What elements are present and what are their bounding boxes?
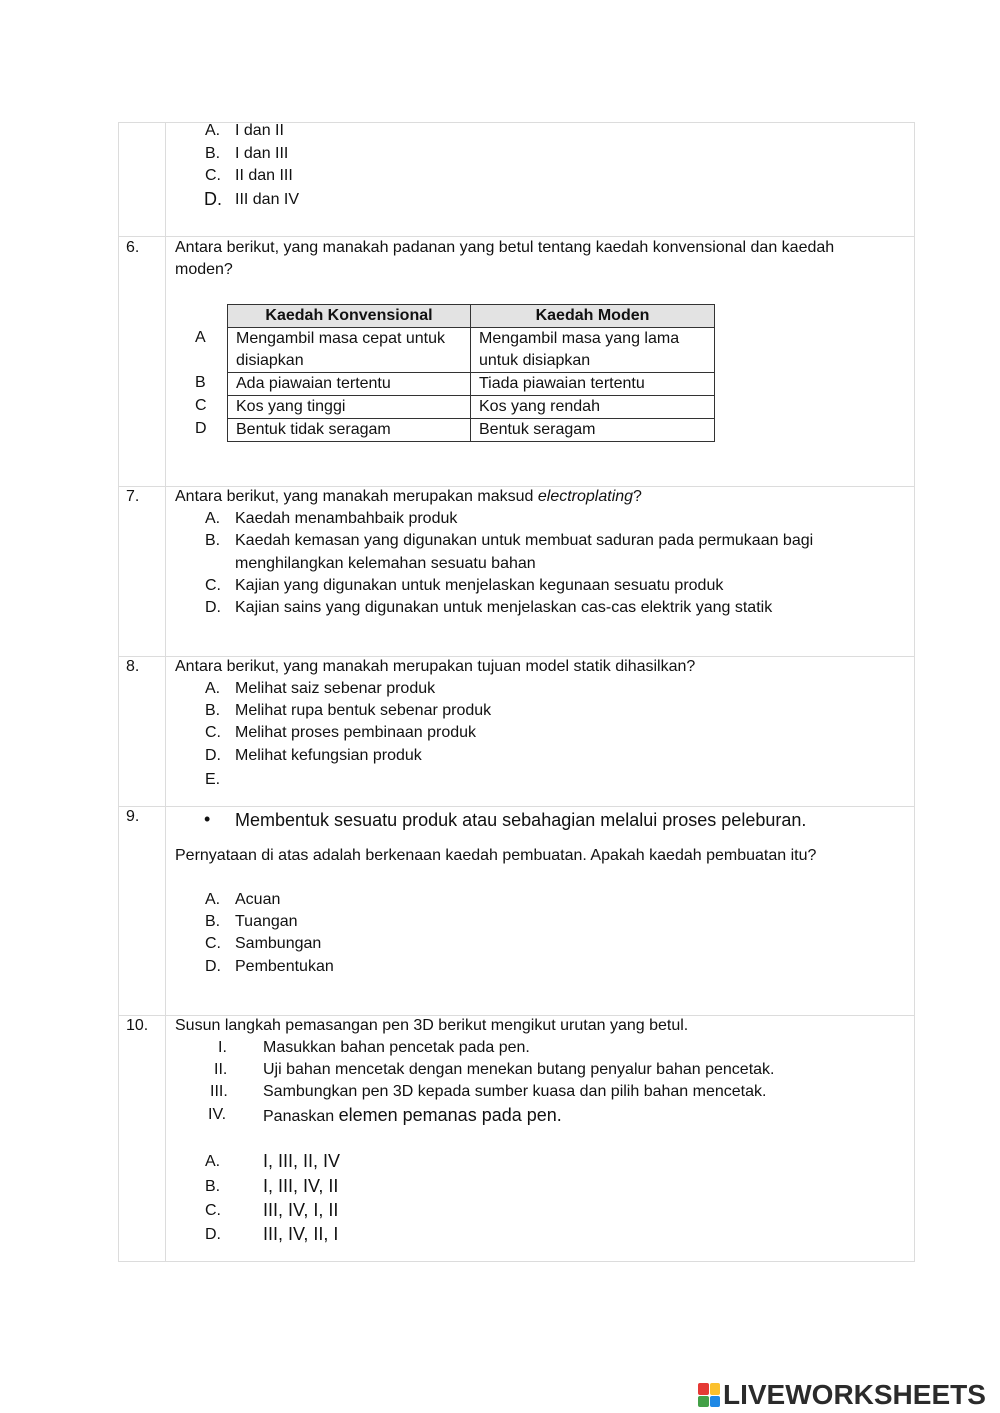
logo-square xyxy=(698,1396,709,1408)
option-letter: E. xyxy=(205,771,221,788)
text-part: Panaskan xyxy=(263,1108,339,1125)
question-text: Antara berikut, yang manakah merupakan tujuan model statik dihasilkan? xyxy=(175,658,696,675)
bullet-icon: • xyxy=(204,809,211,829)
question-text xyxy=(175,486,642,508)
row-letter: B xyxy=(195,374,206,391)
logo-square xyxy=(698,1383,709,1395)
question-number: 8. xyxy=(126,658,140,675)
option-text: Melihat rupa bentuk sebenar produk xyxy=(235,702,492,719)
step-text xyxy=(263,1104,562,1128)
option-text: I dan III xyxy=(235,145,289,162)
option-text: Tuangan xyxy=(235,913,298,930)
logo-mark-icon xyxy=(698,1383,720,1407)
table-cell: Ada piawaian tertentu xyxy=(228,373,471,396)
liveworksheets-logo xyxy=(698,1378,986,1412)
question-text: moden? xyxy=(175,261,233,278)
table-cell: Kos yang tinggi xyxy=(228,396,471,419)
option-letter: C. xyxy=(205,1202,221,1219)
step-roman: IV. xyxy=(208,1106,227,1123)
option-text: III dan IV xyxy=(235,191,300,208)
option-text: Kaedah menambahbaik produk xyxy=(235,510,458,527)
table-cell: Bentuk tidak seragam xyxy=(228,419,471,442)
option-text: Melihat kefungsian produk xyxy=(235,747,422,764)
table-row xyxy=(228,373,715,396)
table-cell: Tiada piawaian tertentu xyxy=(471,373,715,396)
table-row xyxy=(228,419,715,442)
option-text: Kaedah kemasan yang digunakan untuk membuat saduran pada permukaan bagi xyxy=(235,532,814,549)
text-part: ? xyxy=(633,488,642,505)
question-number: 10. xyxy=(126,1017,149,1034)
step-roman: II. xyxy=(214,1061,228,1078)
question-text: Antara berikut, yang manakah padanan yang betul tentang kaedah konvensional dan kaedah xyxy=(175,239,835,256)
option-letter: D. xyxy=(205,1226,221,1243)
option-letter: B. xyxy=(205,145,221,162)
text-part: Antara berikut, yang manakah merupakan maksud xyxy=(175,488,538,505)
logo-square xyxy=(710,1396,721,1408)
table-header: Kaedah Konvensional xyxy=(228,305,471,328)
option-letter: D. xyxy=(205,958,221,975)
question-number: 6. xyxy=(126,239,140,256)
logo-text: LIVEWORKSHEETS xyxy=(723,1379,986,1410)
option-letter: A. xyxy=(205,510,221,527)
cell-line: Mengambil masa yang lama xyxy=(479,330,680,347)
step-text: Masukkan bahan pencetak pada pen. xyxy=(263,1039,530,1056)
option-letter: A. xyxy=(205,1153,221,1170)
question-text: Pernyataan di atas adalah berkenaan kaedah pembuatan. Apakah kaedah pembuatan itu? xyxy=(175,847,817,864)
option-letter: C. xyxy=(205,167,221,184)
step-text: Sambungkan pen 3D kepada sumber kuasa dan pilih bahan mencetak. xyxy=(263,1083,767,1100)
column-divider xyxy=(165,122,166,1262)
option-letter: C. xyxy=(205,577,221,594)
table-header: Kaedah Moden xyxy=(471,305,715,328)
option-text: II dan III xyxy=(235,167,293,184)
option-letter: B. xyxy=(205,1178,221,1195)
question-number: 9. xyxy=(126,808,140,825)
statement-text: Membentuk sesuatu produk atau sebahagian melalui proses peleburan. xyxy=(235,810,807,830)
text-part: elemen pemanas pada pen. xyxy=(338,1105,562,1125)
step-text: Uji bahan mencetak dengan menekan butang penyalur bahan pencetak. xyxy=(263,1061,775,1078)
option-text: Melihat proses pembinaan produk xyxy=(235,724,477,741)
option-letter: B. xyxy=(205,702,221,719)
option-text: I, III, IV, II xyxy=(263,1176,339,1196)
option-text: menghilangkan kelemahan sesuatu bahan xyxy=(235,555,536,572)
option-letter: D. xyxy=(205,747,221,764)
step-roman: I. xyxy=(218,1039,227,1056)
row-letter: D xyxy=(195,420,207,437)
cell-line: Mengambil masa cepat untuk xyxy=(236,330,445,347)
question-text: Susun langkah pemasangan pen 3D berikut mengikut urutan yang betul. xyxy=(175,1017,689,1034)
option-letter: A. xyxy=(205,680,221,697)
cell-line: untuk disiapkan xyxy=(479,352,591,369)
option-letter: D. xyxy=(204,189,222,209)
option-letter: B. xyxy=(205,913,221,930)
row-letter: A xyxy=(195,329,206,346)
option-text: Sambungan xyxy=(235,935,322,952)
option-text: III, IV, I, II xyxy=(263,1200,339,1220)
option-text: Melihat saiz sebenar produk xyxy=(235,680,436,697)
logo-square xyxy=(710,1383,721,1395)
option-text: Acuan xyxy=(235,891,281,908)
option-letter: A. xyxy=(205,122,221,139)
question-number: 7. xyxy=(126,488,140,505)
comparison-table xyxy=(227,304,715,442)
option-text: Kajian yang digunakan untuk menjelaskan kegunaan sesuatu produk xyxy=(235,577,724,594)
option-letter: C. xyxy=(205,935,221,952)
table-row xyxy=(228,328,715,373)
table-cell: Bentuk seragam xyxy=(471,419,715,442)
table-row xyxy=(228,396,715,419)
option-letter: D. xyxy=(205,599,221,616)
option-letter: B. xyxy=(205,532,221,549)
table-header-row xyxy=(228,305,715,328)
option-text: Kajian sains yang digunakan untuk menjelaskan cas-cas elektrik yang statik xyxy=(235,599,773,616)
cell-line: disiapkan xyxy=(236,352,304,369)
option-letter: A. xyxy=(205,891,221,908)
option-text: Pembentukan xyxy=(235,958,334,975)
step-roman: III. xyxy=(210,1083,228,1100)
option-text: III, IV, II, I xyxy=(263,1224,339,1244)
italic-term: electroplating xyxy=(537,488,634,505)
row-divider xyxy=(118,806,915,807)
option-text: I dan II xyxy=(235,122,284,139)
option-text: I, III, II, IV xyxy=(263,1151,341,1171)
row-letter: C xyxy=(195,397,207,414)
option-letter: C. xyxy=(205,724,221,741)
table-cell xyxy=(471,328,715,373)
table-cell xyxy=(228,328,471,373)
table-cell: Kos yang rendah xyxy=(471,396,715,419)
